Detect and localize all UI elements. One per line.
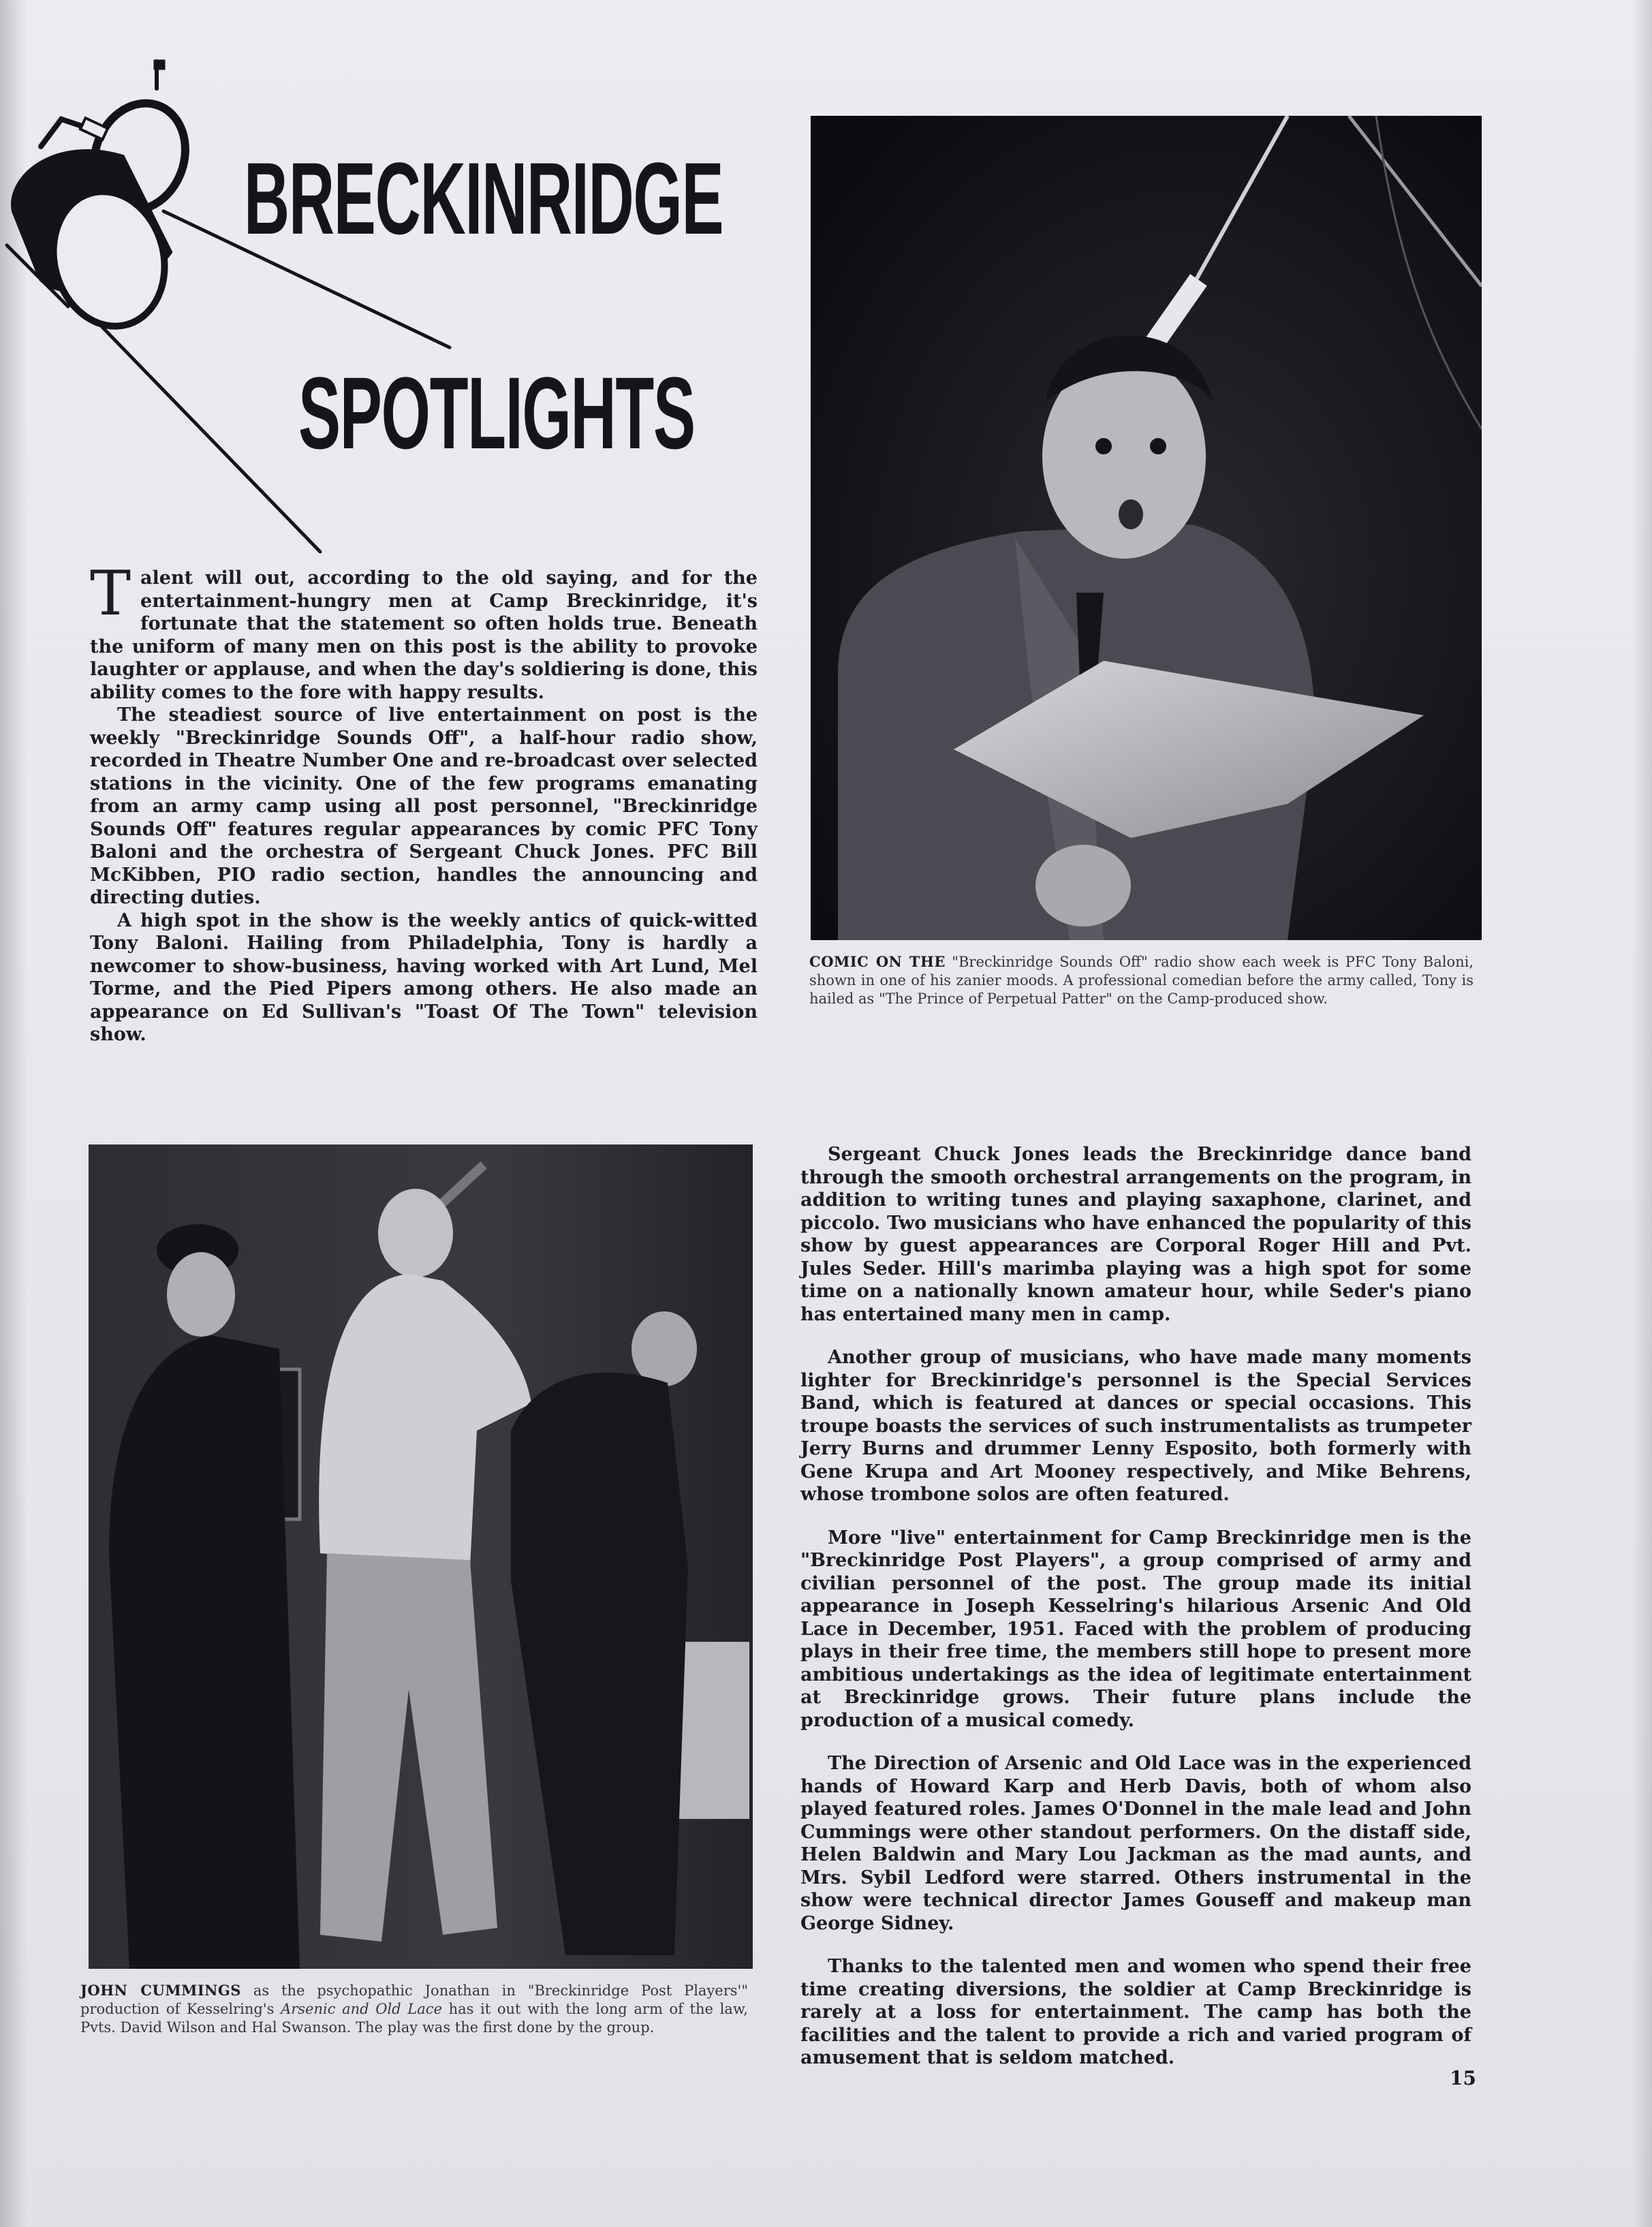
right-paragraph-4: The Direction of Arsenic and Old Lace was in the experienced hands of Howard Karp and Herb Davis, both of whom also played featured roles. James O'Donnel in the male lead and John Cummings were other standout performers. On the distaff side, Helen Baldwin and Mary Lou Jackman as the mad aunts, and Mrs. Sybil Ledford were starred. Others instrumental in the show were technical director James Gouseff and makeup man George Sidney. [800,1753,1471,1934]
page-edge-shadow-right [1632,0,1652,2227]
photo-comic-tony-baloni [811,116,1482,940]
right-paragraph-3: More "live" entertainment for Camp Breckinridge men is the "Breckinridge Post Players", a group comprised of army and civilian personnel of the post. The group made its initial appearance in Joseph Kesselring's hilarious Arsenic And Old Lace in December, 1951. Faced with the problem of producing plays in their free time, the members still hope to present more ambitious undertakings as the idea of legitimate entertainment at Breckinridge grows. Their future plans include the production of a musical comedy. [800,1527,1471,1731]
caption-play-text-after: has it out with the long arm of the law, Pvts. David Wilson and Hal Swanson. The play was the first done by the group. [80,2001,748,2036]
title-breckinridge: BRECKINRIDGE [244,141,723,255]
title-spotlights: SPOTLIGHTS [298,356,695,470]
caption-comic-lead: COMIC ON THE [809,953,946,970]
intro-paragraph-2: The steadiest source of live entertainment on post is the weekly "Breckinridge Sounds Off", a half-hour radio show, recorded in Theatre Number One and re-broadcast over selected stations in the vicinity. One of the few programs emanating from an army camp using all post personnel, "Breckinridge Sounds Off" features regular appearances by comic PFC Tony Baloni and the orchestra of Sergeant Chuck Jones. PFC Bill McKibben, PIO radio section, handles the announcing and directing duties. [90,704,758,908]
right-column-article [800,1143,1471,2090]
intro-paragraph-3: A high spot in the show is the weekly antics of quick-witted Tony Baloni. Hailing from Philadelphia, Tony is hardly a newcomer to show-business, having worked with Art Lund, Mel Torme, and the Pied Pipers among others. He also made an appearance on Ed Sullivan's "Toast Of The Town" television show. [90,909,758,1045]
intro-paragraph-1-text: alent will out, according to the old saying, and for the entertainment-hungry men at Camp Breckinridge, it's fortunate that the statement so often holds true. Beneath the uniform of many men on this post is the ability to provoke laughter or applause, and when the day's soldiering is done, this ability comes to the fore with happy results. [90,567,758,703]
caption-comic [809,952,1474,1008]
right-paragraph-2: Another group of musicians, who have made many moments lighter for Breckinridge's personnel is the Special Services Band, which is featured at dances or special occasions. This troupe boasts the services of such instrumentalists as trumpeter Jerry Burns and drummer Lenny Esposito, both formerly with Gene Krupa and Art Mooney respectively, and Mike Behrens, whose trombone solos are often featured. [800,1347,1471,1505]
photo-arsenic-and-old-lace [89,1144,753,1969]
drop-cap: T [90,558,131,629]
caption-play [80,1981,748,2037]
spotlight-icon [0,54,477,572]
caption-comic-text: "Breckinridge Sounds Off" radio show each week is PFC Tony Baloni, shown in one of his zanier moods. A professional comedian before the army called, Tony is hailed as "The Prince of Perpetual Patter" on the Camp-produced show. [809,954,1474,1007]
page-number: 15 [1450,2067,1476,2089]
caption-play-lead: JOHN CUMMINGS [80,1982,241,1999]
right-paragraph-5: Thanks to the talented men and women who spend their free time creating diversions, the soldier at Camp Breckinridge is rarely at a loss for entertainment. The camp has both the facilities and the talent to provide a rich and varied program of amusement that is seldom matched. [800,1956,1471,2068]
caption-play-title: Arsenic and Old Lace [281,2001,442,2017]
intro-article [90,558,758,1046]
caption-play-text-before: as the psychopathic Jonathan in "Breckinridge Post Players'" production of Kesselring's [80,1982,748,2017]
right-paragraph-1: Sergeant Chuck Jones leads the Breckinridge dance band through the smooth orchestral arrangements on the program, in addition to writing tunes and playing saxaphone, clarinet, and piccolo. Two musicians who have enhanced the popularity of this show by guest appearances are Corporal Roger Hill and Pvt. Jules Seder. Hill's marimba playing was a high spot for some time on a nationally known amateur hour, while Seder's piano has entertained many men in camp. [800,1144,1471,1325]
intro-paragraph-1 [90,558,758,704]
